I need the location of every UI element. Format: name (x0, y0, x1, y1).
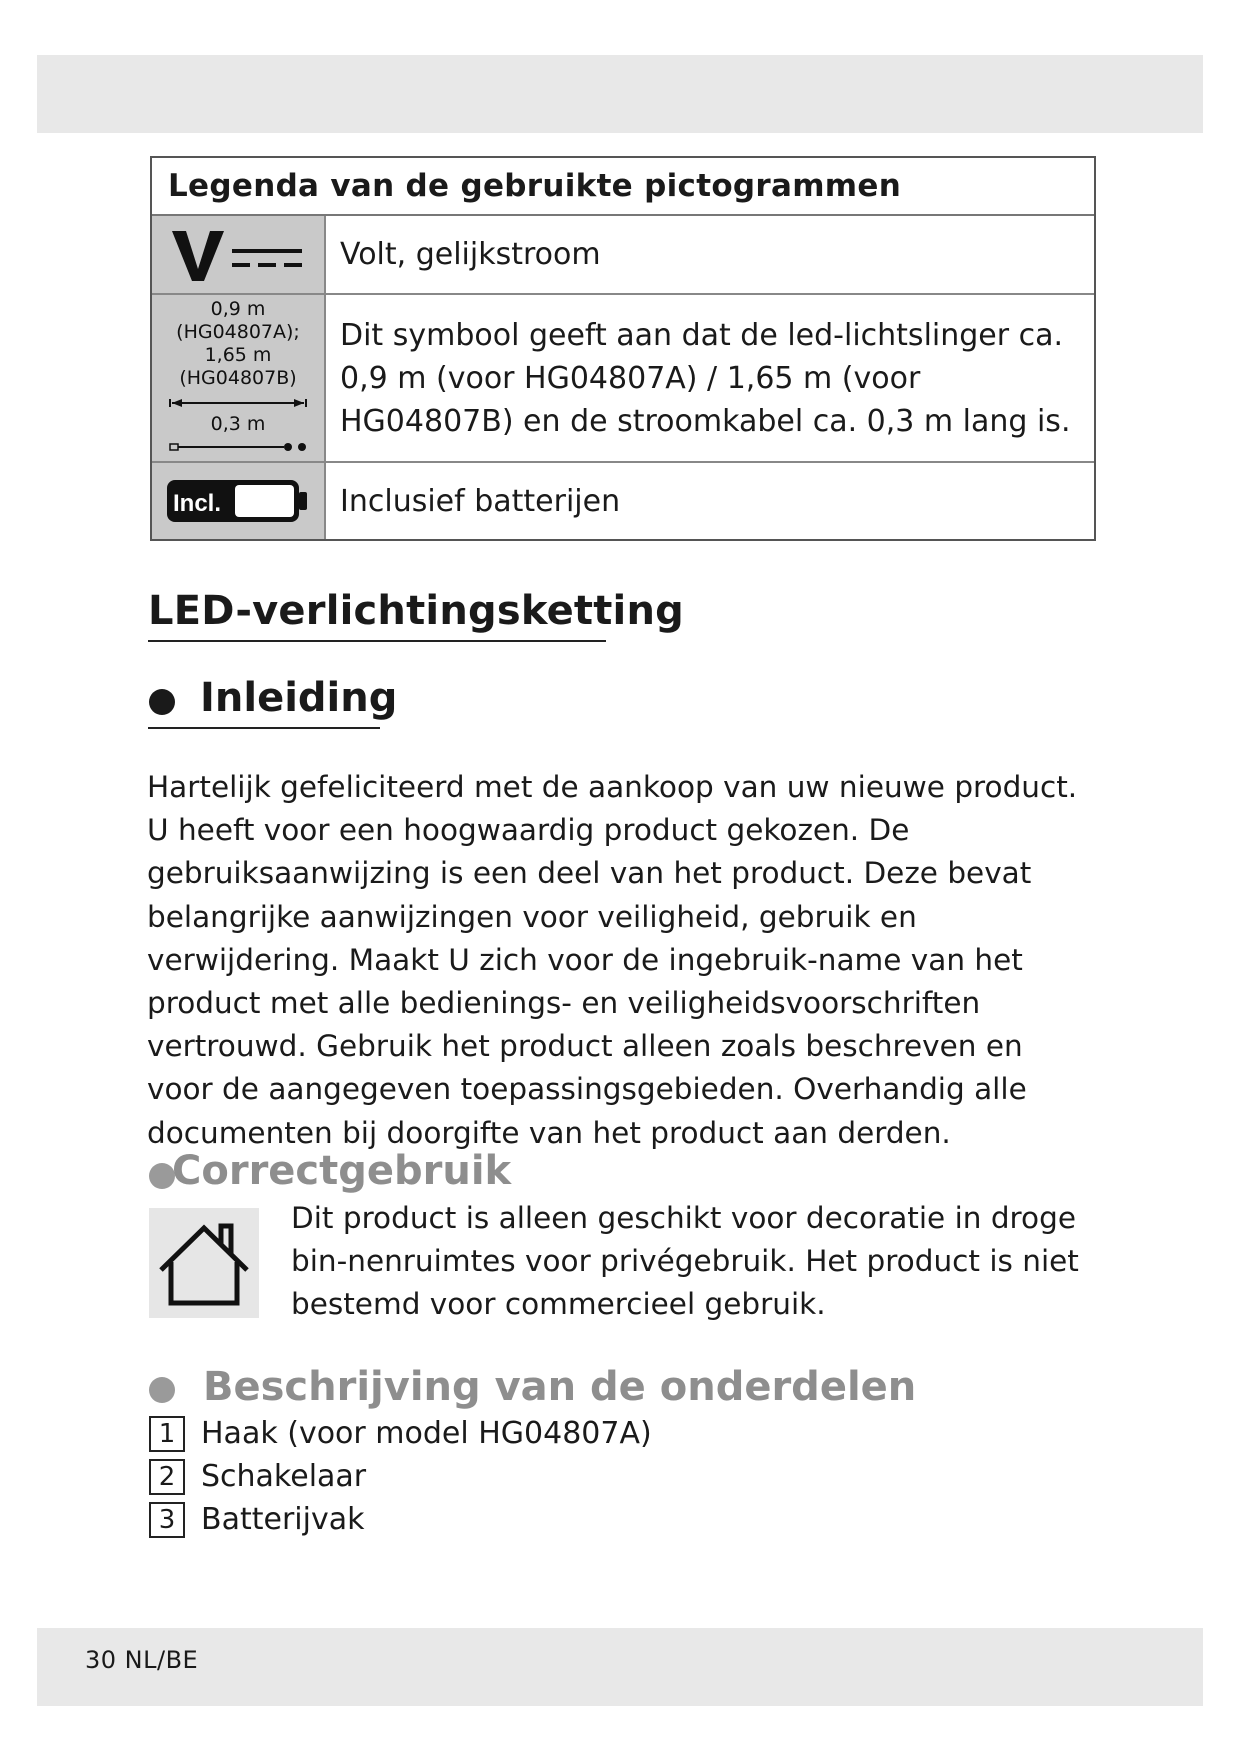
part-label: Schakelaar (201, 1459, 367, 1494)
legend-text-volt: Volt, gelijkstroom (340, 237, 601, 272)
length-label-1: 0,9 m (210, 297, 266, 320)
cable-icon (168, 441, 308, 453)
list-item (149, 1455, 652, 1498)
part-number: 3 (149, 1502, 185, 1538)
list-item (149, 1498, 652, 1541)
length-label-2: (HG04807A); (176, 320, 300, 343)
legend-row-volt (152, 216, 1094, 295)
part-label: Haak (voor model HG04807A) (201, 1416, 652, 1451)
intro-paragraph: Hartelijk gefeliciteerd met de aankoop van uw nieuwe product. U heeft voor een hoogwaardig product gekozen. De gebruiksaanwijzing is een deel van het product. Deze bevat belangrijke aanwijzingen voor veiligheid, gebruik en verwijdering. Maakt U zich voor de ingebruik-name van het product met alle bedienings- en veiligheidsvoorschriften vertrouwd. Gebruik het product alleen zoals beschreven en voor de aangegeven toepassingsgebieden. Overhandig alle documenten bij doorgifte van het product aan derden. (147, 770, 1078, 1150)
battery-included-icon (152, 463, 326, 539)
legend-title: Legenda van de gebruikte pictogrammen (152, 158, 1094, 216)
bullet-dot-icon (149, 689, 175, 715)
incl-label: Incl. (173, 490, 222, 517)
page-number: 30 NL/BE (85, 1646, 199, 1674)
footer-band (37, 1628, 1203, 1706)
heading-intro-underline (148, 727, 380, 729)
legend-row-incl (152, 463, 1094, 539)
correct-use-paragraph: Dit product is alleen geschikt voor decoratie in droge bin-nenruimtes voor privégebruik. Het product is niet bestemd voor commercieel gebruik. (291, 1201, 1079, 1322)
legend-table (150, 156, 1096, 541)
heading-intro: Inleiding (200, 675, 398, 721)
list-item (149, 1412, 652, 1455)
legend-text-length: Dit symbool geeft aan dat de led-lichtslinger ca. 0,9 m (voor HG04807A) / 1,65 m (voor HG04807B) en de stroomkabel ca. 0,3 m lang is. (340, 317, 1071, 439)
part-label: Batterijvak (201, 1502, 365, 1537)
header-band (37, 55, 1203, 133)
heading-correct-use: Correctgebruik (172, 1148, 512, 1194)
heading-main-underline (148, 640, 606, 642)
heading-main: LED-verlichtingsketting (148, 588, 684, 634)
house-icon (149, 1208, 259, 1318)
cable-length-icon (152, 295, 326, 461)
length-label-3: 1,65 m (204, 343, 272, 366)
heading-parts: Beschrijving van de onderdelen (203, 1364, 917, 1410)
bullet-dot-icon (149, 1377, 175, 1403)
legend-text-incl: Inclusief batterijen (340, 483, 621, 519)
part-number: 2 (149, 1459, 185, 1495)
length-label-5: 0,3 m (210, 412, 266, 435)
part-number: 1 (149, 1416, 185, 1452)
volt-dc-icon (152, 216, 326, 293)
length-label-4: (HG04807B) (179, 366, 297, 389)
legend-row-length (152, 295, 1094, 463)
arrow-icon (168, 399, 308, 407)
parts-list (149, 1412, 652, 1541)
